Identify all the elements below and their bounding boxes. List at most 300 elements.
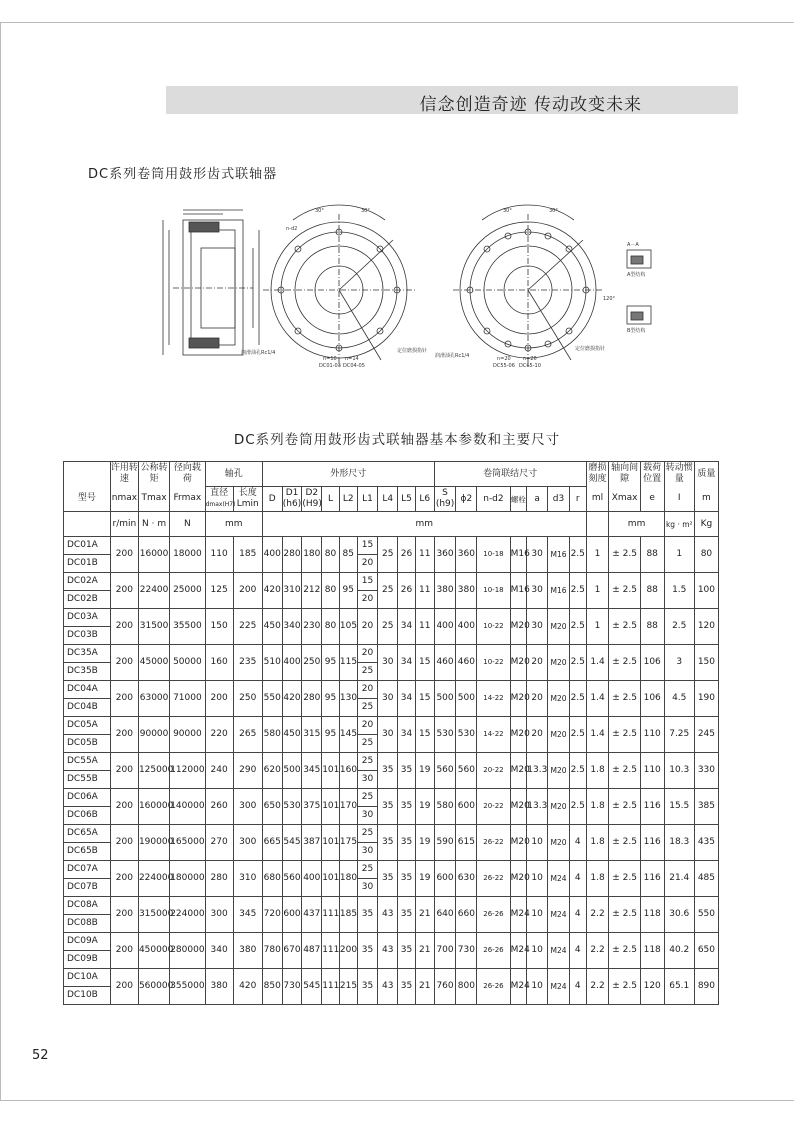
value-cell: 360 [434,537,456,573]
value-cell: 224000 [170,897,205,933]
value-cell: 500 [456,681,477,717]
value-cell: 160 [339,753,357,789]
header-model: 型号 [64,487,111,512]
model-cell: DC10B [64,987,111,1005]
section-title: DC系列卷筒用鼓形齿式联轴器 [88,167,278,182]
value-cell: 1.5 [664,573,694,609]
value-cell: 200 [233,573,262,609]
value-cell: 7.25 [664,717,694,753]
value-cell: 50000 [170,645,205,681]
value-cell: 340 [282,609,302,645]
value-cell: 34 [398,645,416,681]
value-cell: 560000 [138,969,169,1005]
value-cell: 25 [357,735,378,753]
value-cell: ± 2.5 [609,897,640,933]
value-cell: 850 [262,969,282,1005]
value-cell: ± 2.5 [609,753,640,789]
value-cell: 80 [322,537,340,573]
value-cell: 118 [640,897,664,933]
value-cell: 20 [527,717,548,753]
value-cell: 460 [434,645,456,681]
value-cell: 21 [415,897,434,933]
spec-table [63,461,719,1005]
value-cell: 30 [378,717,398,753]
header-nd2: n-d2 [477,487,510,512]
value-cell: 310 [233,861,262,897]
value-cell: 200 [110,861,138,897]
value-cell: 2.5 [569,717,586,753]
value-cell: 600 [434,861,456,897]
header-D1: D1 (h6) [282,487,302,512]
value-cell: 85 [339,537,357,573]
value-cell: M20 [548,645,570,681]
value-cell: 30 [357,843,378,861]
header-bore-l: 长度 Lmin [233,487,262,512]
value-cell: 615 [456,825,477,861]
model-cell: DC02B [64,591,111,609]
value-cell: 65.1 [664,969,694,1005]
value-cell: 20 [357,645,378,663]
unit-torque: N · m [138,512,169,537]
header-L5: L5 [398,487,416,512]
value-cell: 400 [282,645,302,681]
table-row [64,609,719,627]
header-outer: 外形尺寸 [262,462,434,487]
value-cell: 2.5 [569,789,586,825]
model-cell: DC65A [64,825,111,843]
value-cell: ± 2.5 [609,789,640,825]
value-cell: 13.3 [527,789,548,825]
value-cell: 14-22 [477,717,510,753]
value-cell: 19 [415,861,434,897]
value-cell: M20 [510,717,527,753]
value-cell: 510 [262,645,282,681]
header-radial: 径向载荷 [170,462,205,487]
value-cell: 95 [322,645,340,681]
value-cell: 200 [110,969,138,1005]
value-cell: 400 [262,537,282,573]
value-cell: M24 [510,969,527,1005]
value-cell: 11 [415,573,434,609]
value-cell: 22400 [138,573,169,609]
value-cell: M24 [510,897,527,933]
model-cell: DC07A [64,861,111,879]
unit-model-blank [64,512,111,537]
value-cell: 25 [357,825,378,843]
header-L6: L6 [415,487,434,512]
value-cell: 80 [694,537,718,573]
value-cell: 45000 [138,645,169,681]
value-cell: 150 [694,645,718,681]
value-cell: 90000 [138,717,169,753]
header-speed: 许用转速 [110,462,138,487]
value-cell: 25 [357,753,378,771]
value-cell: 30 [378,681,398,717]
value-cell: 200 [110,825,138,861]
value-cell: 600 [282,897,302,933]
value-cell: 10-18 [477,573,510,609]
table-row [64,861,719,879]
value-cell: 185 [233,537,262,573]
value-cell: 20 [527,681,548,717]
value-cell: M20 [548,753,570,789]
value-cell: ± 2.5 [609,609,640,645]
value-cell: 1.8 [586,861,609,897]
value-cell: 130 [339,681,357,717]
value-cell: 116 [640,789,664,825]
value-cell: 40.2 [664,933,694,969]
value-cell: 35 [398,969,416,1005]
model-cell: DC65B [64,843,111,861]
header-speed-sym: nmax [110,487,138,512]
value-cell: 420 [282,681,302,717]
value-cell: 200 [110,753,138,789]
value-cell: 20 [527,645,548,681]
value-cell: M16 [548,537,570,573]
value-cell: 485 [694,861,718,897]
value-cell: 190 [694,681,718,717]
value-cell: 1 [664,537,694,573]
value-cell: 387 [302,825,322,861]
header-D2: D2 (H9) [302,487,322,512]
model-cell: DC05B [64,735,111,753]
value-cell: M20 [510,609,527,645]
value-cell: 530 [434,717,456,753]
value-cell: 250 [233,681,262,717]
value-cell: 105 [339,609,357,645]
value-cell: 18.3 [664,825,694,861]
value-cell: 380 [233,933,262,969]
value-cell: 665 [262,825,282,861]
model-cell: DC08B [64,915,111,933]
value-cell: 30 [378,645,398,681]
value-cell: 35 [378,825,398,861]
header-model-blank [64,462,111,487]
value-cell: 2.5 [569,573,586,609]
value-cell: 21 [415,969,434,1005]
value-cell: 101 [322,825,340,861]
value-cell: 26-26 [477,933,510,969]
unit-wear-blank [586,512,609,537]
value-cell: 530 [456,717,477,753]
value-cell: 111 [322,933,340,969]
value-cell: 290 [233,753,262,789]
value-cell: 35 [398,825,416,861]
value-cell: 35 [398,861,416,897]
value-cell: ± 2.5 [609,969,640,1005]
value-cell: 15 [357,573,378,591]
value-cell: 10-22 [477,609,510,645]
value-cell: 1.8 [586,825,609,861]
slogan-text: 信念创造奇迹 传动改变未来 [419,95,642,115]
value-cell: 25 [357,789,378,807]
value-cell: M20 [510,681,527,717]
value-cell: 118 [640,933,664,969]
model-cell: DC08A [64,897,111,915]
value-cell: 385 [694,789,718,825]
label-n10: n=10 [323,356,337,362]
value-cell: 30.6 [664,897,694,933]
header-load-pos: 载荷位置 [640,462,664,487]
value-cell: M24 [510,933,527,969]
header-phi2: ϕ2 [456,487,477,512]
value-cell: 120 [640,969,664,1005]
header-mass-sym: m [694,487,718,512]
value-cell: 670 [282,933,302,969]
model-cell: DC06A [64,789,111,807]
detail-views [627,250,651,324]
value-cell: 25 [378,537,398,573]
value-cell: ± 2.5 [609,645,640,681]
value-cell: 125000 [138,753,169,789]
value-cell: 730 [456,933,477,969]
header-d3: d3 [548,487,570,512]
value-cell: 10 [527,861,548,897]
value-cell: 11 [415,609,434,645]
value-cell: 435 [694,825,718,861]
value-cell: M20 [510,861,527,897]
unit-mass: Kg [694,512,718,537]
table-row [64,753,719,771]
value-cell: 160000 [138,789,169,825]
value-cell: 10 [527,897,548,933]
model-cell: DC01B [64,555,111,573]
value-cell: 330 [694,753,718,789]
unit-drum: mm [262,512,586,537]
value-cell: 200 [110,717,138,753]
header-mass: 质量 [694,462,718,487]
value-cell: 545 [302,969,322,1005]
label-deg120: 120° [603,296,616,302]
value-cell: 19 [415,789,434,825]
value-cell: 101 [322,753,340,789]
value-cell: 4.5 [664,681,694,717]
model-cell: DC03B [64,627,111,645]
value-cell: ± 2.5 [609,861,640,897]
value-cell: 760 [434,969,456,1005]
value-cell: 101 [322,861,340,897]
model-cell: DC55B [64,771,111,789]
label-deg30-d: 30° [549,208,558,214]
value-cell: 360 [456,537,477,573]
value-cell: 310 [282,573,302,609]
value-cell: 265 [233,717,262,753]
model-cell: DC01A [64,537,111,555]
value-cell: 450000 [138,933,169,969]
table-row [64,681,719,699]
value-cell: 2.5 [569,537,586,573]
value-cell: 225 [233,609,262,645]
label-aa: A－A [627,242,639,248]
value-cell: 26-26 [477,897,510,933]
value-cell: 230 [302,609,322,645]
value-cell: 34 [398,717,416,753]
value-cell: 95 [322,717,340,753]
value-cell: 200 [110,609,138,645]
label-n14: n=14 [345,356,359,362]
value-cell: 30 [357,807,378,825]
value-cell: M20 [548,717,570,753]
value-cell: 88 [640,609,664,645]
value-cell: 4 [569,897,586,933]
value-cell: 280 [302,681,322,717]
value-cell: 2.2 [586,897,609,933]
model-cell: DC35B [64,663,111,681]
value-cell: 200 [110,573,138,609]
value-cell: 185 [339,897,357,933]
front-view-2 [453,205,606,366]
value-cell: 190000 [138,825,169,861]
value-cell: 26-22 [477,861,510,897]
value-cell: 160 [205,645,233,681]
value-cell: 110 [205,537,233,573]
value-cell: 1.4 [586,645,609,681]
value-cell: 71000 [170,681,205,717]
value-cell: 35 [357,897,378,933]
value-cell: 460 [456,645,477,681]
value-cell: ± 2.5 [609,717,640,753]
value-cell: 590 [434,825,456,861]
value-cell: 1 [586,609,609,645]
value-cell: 250 [302,645,322,681]
value-cell: 200 [205,681,233,717]
header-bolt: 螺栓 [510,487,527,512]
value-cell: M16 [548,573,570,609]
model-cell: DC09B [64,951,111,969]
value-cell: 260 [205,789,233,825]
value-cell: 175 [339,825,357,861]
value-cell: 180 [339,861,357,897]
value-cell: 375 [302,789,322,825]
label-nd2: n-d2 [286,226,298,232]
value-cell: 170 [339,789,357,825]
model-cell: DC55A [64,753,111,771]
value-cell: 19 [415,825,434,861]
unit-bore: mm [205,512,262,537]
value-cell: ± 2.5 [609,681,640,717]
value-cell: 640 [434,897,456,933]
value-cell: M20 [548,681,570,717]
value-cell: 20 [357,555,378,573]
value-cell: 21 [415,933,434,969]
value-cell: 200 [339,933,357,969]
header-torque-sym: Tmax [138,487,169,512]
value-cell: 26 [398,537,416,573]
label-lube-hole-1: 润滑油孔Rc1/4 [241,350,276,356]
unit-radial: N [170,512,205,537]
value-cell: 3 [664,645,694,681]
label-n26: n=26 [523,356,537,362]
value-cell: 10 [527,825,548,861]
value-cell: 224000 [138,861,169,897]
value-cell: 116 [640,861,664,897]
value-cell: 26-26 [477,969,510,1005]
value-cell: 1.4 [586,681,609,717]
value-cell: M24 [548,969,570,1005]
model-cell: DC04A [64,681,111,699]
value-cell: 20 [357,609,378,645]
value-cell: 35 [378,753,398,789]
header-bore: 轴孔 [205,462,262,487]
value-cell: 340 [205,933,233,969]
value-cell: 20 [357,591,378,609]
value-cell: 450 [262,609,282,645]
value-cell: 245 [694,717,718,753]
slogan-banner [166,86,738,114]
label-dc0103: DC01-03 [319,363,341,369]
value-cell: 4 [569,825,586,861]
model-cell: DC06B [64,807,111,825]
value-cell: 34 [398,681,416,717]
value-cell: 2.5 [569,609,586,645]
value-cell: M20 [548,609,570,645]
header-torque: 公称转矩 [138,462,169,487]
table-row [64,969,719,987]
value-cell: 200 [110,789,138,825]
value-cell: 110 [640,717,664,753]
table-row [64,789,719,807]
label-dc5506: DC55-06 [493,363,515,369]
value-cell: 2.2 [586,969,609,1005]
value-cell: 180 [302,537,322,573]
value-cell: 212 [302,573,322,609]
value-cell: 550 [262,681,282,717]
header-D: D [262,487,282,512]
value-cell: M24 [548,861,570,897]
value-cell: 30 [357,879,378,897]
value-cell: 15 [415,645,434,681]
value-cell: 25 [357,699,378,717]
value-cell: 4 [569,933,586,969]
header-wear: 磨损刻度 [586,462,609,487]
value-cell: 35 [378,861,398,897]
value-cell: 110 [640,753,664,789]
value-cell: 35 [398,753,416,789]
value-cell: 700 [434,933,456,969]
value-cell: 420 [262,573,282,609]
value-cell: 270 [205,825,233,861]
value-cell: 20 [357,717,378,735]
value-cell: 101 [322,789,340,825]
value-cell: 35500 [170,609,205,645]
value-cell: 680 [262,861,282,897]
value-cell: 25 [357,861,378,879]
value-cell: 31500 [138,609,169,645]
value-cell: 30 [527,537,548,573]
header-bore-d: 直径 dmax(H7) [205,487,233,512]
label-a-type: A型结构 [627,272,646,278]
value-cell: 15 [415,681,434,717]
value-cell: 34 [398,609,416,645]
table-row [64,573,719,591]
value-cell: 26 [398,573,416,609]
unit-inertia: kg · m² [664,512,694,537]
value-cell: M20 [548,825,570,861]
label-deg30-b: 30° [361,208,370,214]
value-cell: 145 [339,717,357,753]
value-cell: 800 [456,969,477,1005]
value-cell: 2.5 [664,609,694,645]
unit-mm: mm [609,512,664,537]
value-cell: 580 [262,717,282,753]
value-cell: M20 [548,789,570,825]
value-cell: 100 [694,573,718,609]
value-cell: 1 [586,573,609,609]
header-L: L [322,487,340,512]
value-cell: 125 [205,573,233,609]
value-cell: 2.5 [569,645,586,681]
value-cell: 88 [640,537,664,573]
